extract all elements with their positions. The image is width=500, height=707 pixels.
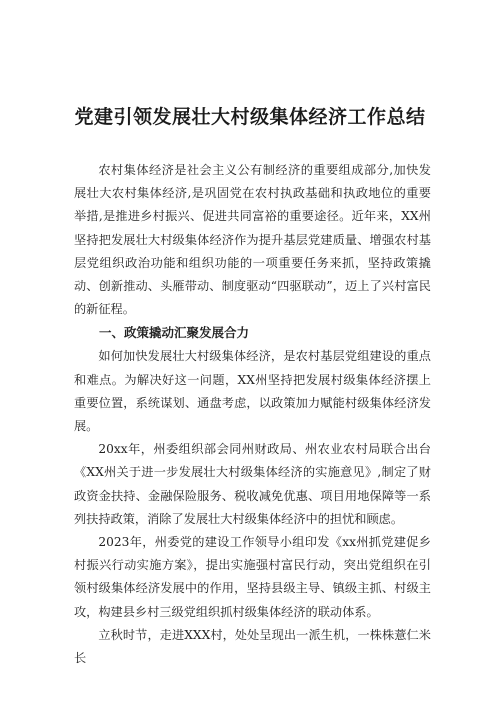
body-paragraph: 立秋时节，走进XXX村，处处呈现出一派生机，一株株薏仁米长	[74, 627, 431, 666]
section-heading-1: 一、政策撬动汇聚发展合力	[99, 325, 250, 341]
body-paragraph: 如何加快发展壮大村级集体经济，是农村基层党组建设的重点和难点。为解决好这一问题，XX州坚持把发展村级集体经济摆上重要位置，系统谋划、通盘考虑，以政策加力赋能村级集体经济发展。	[74, 349, 431, 434]
intro-paragraph: 农村集体经济是社会主义公有制经济的重要组成部分,加快发展壮大农村集体经济,是巩固党在农村执政基础和执政地位的重要举措,是推进乡村振兴、促进共同富裕的重要途径。近年来，XX州坚持把发展壮大村级集体经济作为提升基层党建质量、增强农村基层党组织政治功能和组织功能的一项重要任务来抓，坚持政策撬动、创新推动、头雁带动、制度驱动“四驱联动”，迈上了兴村富民的新征程。	[74, 163, 431, 317]
body-paragraph: 20xx年，州委组织部会同州财政局、州农业农村局联合出台《XX州关于进一步发展壮大村级集体经济的实施意见》,制定了财政资金扶持、金融保险服务、税收减免优惠、项目用地保障等一系列扶持政策，消除了发展壮大村级集体经济中的担忧和顾虑。	[74, 442, 431, 526]
document-title: 党建引领发展壮大村级集体经济工作总结	[74, 106, 426, 128]
document-body	[74, 159, 431, 670]
body-paragraph: 2023年，州委党的建设工作领导小组印发《xx州抓党建促乡村振兴行动实施方案》，提出实施强村富民行动，突出党组织在引领村级集体经济发展中的作用，坚持县级主导、镇级主抓、村级主攻，构建县乡村三级党组织抓村级集体经济的联动体系。	[74, 535, 431, 619]
